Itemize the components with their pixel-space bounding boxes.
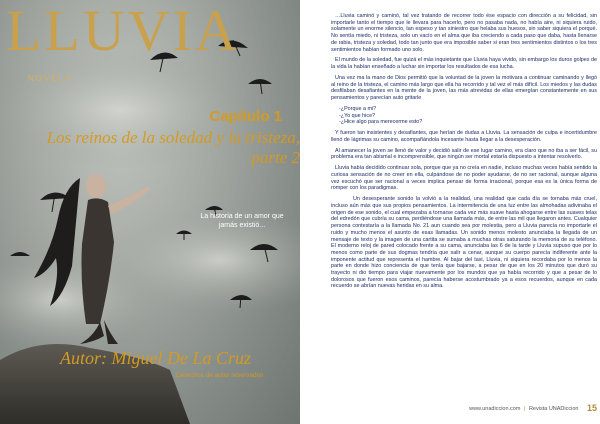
story-title — [30, 128, 300, 168]
paragraph: Lluvia había decidido continuar sola, porque que ya no creía en nadie, incluso muchas veces había sentido la curiosa sensación de no creer en ella, culpándose de no poder ayudarse, de no ser racional, aunque alguna vez escuchó que ser racional a veces implica pensar de forma irracional, porque esa es la única forma de romper con los paradigmas. — [331, 165, 597, 192]
question-item: -¿Porque a mi? — [339, 106, 377, 112]
tagline: La historia de un amor que jamás existió... — [200, 213, 284, 229]
story-title-line: Los reinos de la soledad y la tristeza, — [46, 128, 300, 147]
paragraph: Un desesperante sonido la volvió a la realidad, una realidad que cada día se tornaba más cruel, incluso aún más que sus propios pensamientos. La intermitencia de una luz entre las almohadas adivinaba el origen de ese sonido, el cual empezaba a tornarse cada vez más suave hasta ahogarse entre las suaves telas del edredón que cubría su cama, perdiéndose una llamada más, de entre las mil que llegaron antes. Cualquier persona contestaría a la llamada No. 21 aun cuando sea por molestia, pero a Lluvia parecía no importarle el ruido y mucho menos el asunto de esas llamadas. Un sonido menos molesto anunciaba la llegada de un mensaje de texto y la imagen de una cartita se sumaba a muchas otras saturando la memoria de su teléfono. El moderno reloj de pared colocado frente a su cama, anunciaba las 6 de la tarde y Lluvia supuso que por lo menos como parte de sus dogmas tendría que salir a cenar, aunque su cuerpo parecía indiferente ante la imponente actitud que representa el hambre. Al bajar del taxi, Lluvia, ni siquiera recordaba por lo menos la parte en donde hizo conciencia de que tenía que bajarse, a pesar de que en los 20 minutos que duró su trayecto ni dio tiempo para viajar nuevamente por los mundos que ya había recorrido y que a pesar de lo dolorosos que fueron esos caminos, parecía haberse acostumbrado ya a esos recuerdos, aunque en cada recuerdo se abrían nuevas heridas en su alma. — [331, 196, 597, 290]
article-body — [331, 13, 597, 294]
text-page — [300, 0, 600, 424]
rights-notice: Derechos de autor reservados — [176, 372, 264, 379]
author-credit: Autor: Miguel De La Cruz — [60, 348, 251, 368]
magazine-brand-title: LLUVIA — [6, 0, 240, 63]
footer-separator: | — [523, 406, 526, 412]
paragraph: …Lluvia caminó y caminó, tal vez tratando de recorrer todo ése espacio con dirección a su felicidad, sin importarle tanto el tiempo que le llevara para hacerlo, pero no pasaba nada, no había aire, ni siquiera ruido, solamente un enorme silencio, tan espeso y tan siniestro que helaba sus huesos, sin saber siquiera el porqué. No sentía miedo, ni tristeza, solo un vacío en el alma que iba creciendo a cada paso que daba, hasta llenarse de rabia, tristeza y soledad, todo tan junto que era imposible saber si eran tres sentimientos distintos o los tres sentimientos habían formado uno solo. — [331, 13, 597, 53]
umbrella-icon — [10, 252, 30, 256]
question-list — [331, 106, 597, 126]
footer-site-link[interactable]: www.unadiccion.com — [469, 406, 521, 412]
page-number: 15 — [586, 403, 597, 413]
paragraph: Una vez ma la mano de Dios permitió que la voluntad de la joven la motivara a continuar caminando y llegó al reino de la tristeza, el camino más largo que ella ha recorrido y tal vez el más difícil. Los miedos y las dudas desfilaban desafiantes en la mente de la joven, las más atrevidas de ellas emergían constantemente en sus pensamientos y parecían auto gritarle — [331, 75, 597, 102]
brand-subtitle: NOVELA — [28, 74, 73, 83]
page-footer — [469, 406, 596, 412]
umbrella-icon — [248, 79, 272, 94]
footer-magazine-name: Revista UNADiccion — [528, 406, 579, 412]
question-item: -¿Yo que hice? — [339, 112, 376, 119]
paragraph: Y fueron tan insistentes y desafiantes, que herían de dudas a Lluvia. La sensación de culpa e incertidumbre llenó de lágrimas su camino, acompañándola incesante hasta llegar a la desesperación. — [331, 130, 597, 143]
paragraph: Al amanecer la joven se llenó de valor y decidió salir de ese lugar camino, era claro que no iba a ser fácil, su problema era tan abismal e incomprensible, que ningún ser mortal estaría dispuesto a intentar resolverlo. — [331, 147, 597, 161]
paragraph: El mundo de la soledad, fue quizá el más inquietante que Lluvia haya vivido, sin embargo los duros golpes de la vida la habían enseñado a luchar sin importar los resultados de esa lucha. — [331, 57, 597, 71]
question-item: -¿Hice algo para merecerme esto? — [339, 119, 423, 126]
chapter-heading: Capítulo 1 — [209, 108, 282, 125]
story-title-line: parte 2 — [251, 148, 300, 167]
